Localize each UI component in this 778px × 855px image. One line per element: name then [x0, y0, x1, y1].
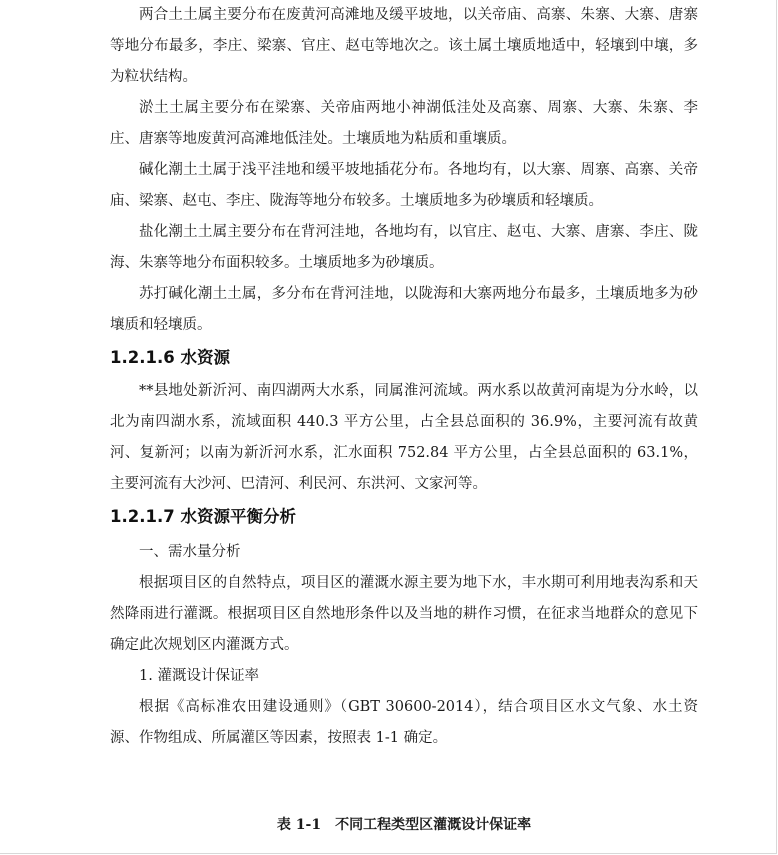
subheading-irrigation-guarantee: 1. 灌溉设计保证率	[139, 668, 259, 684]
paragraph-water-systems: **县地处新沂河、南四湖两大水系，同属淮河流域。两水系以故黄河南堤为分水岭，以北为南四湖水系，流域面积 440.3 平方公里，占全县总面积的 36.9%，主要河流有故黄河、复新河；以南为新沂河水系，汇水面积 752.84 平方公里，占全县总面积的 63.1%，主要河流有大沙河、巴清河、利民河、东洪河、文家河等。	[110, 383, 698, 492]
paragraph-liangheitu: 两合土土属主要分布在废黄河高滩地及缓平坡地，以关帝庙、高寨、朱寨、大寨、唐寨等地分布最多，李庄、梁寨、官庄、赵屯等地次之。该土属土壤质地适中，轻壤到中壤，多为粒状结构。	[110, 7, 698, 85]
table-caption	[110, 813, 698, 837]
table-caption-title: 不同工程类型区灌溉设计保证率	[335, 817, 532, 833]
paragraph-suda-jianhua-chaotu: 苏打碱化潮土土属，多分布在背河洼地，以陇海和大寨两地分布最多，土壤质地多为砂壤质和轻壤质。	[110, 286, 698, 333]
paragraph-standard-reference: 根据《高标准农田建设通则》（GBT 30600-2014），结合项目区水文气象、水土资源、作物组成、所属灌区等因素，按照表 1-1 确定。	[110, 699, 698, 746]
paragraph-yutu: 淤土土属主要分布在梁寨、关帝庙两地小神湖低洼处及高寨、周寨、大寨、朱寨、李庄、唐寨等地废黄河高滩地低洼处。土壤质地为粘质和重壤质。	[110, 100, 698, 147]
paragraph-irrigation-source: 根据项目区的自然特点，项目区的灌溉水源主要为地下水，丰水期可利用地表沟系和天然降雨进行灌溉。根据项目区自然地形条件以及当地的耕作习惯，在征求当地群众的意见下确定此次规划区内灌溉方式。	[110, 575, 698, 653]
paragraph-yanhua-chaotu: 盐化潮土土属主要分布在背河洼地，各地均有，以官庄、赵屯、大寨、唐寨、李庄、陇海、朱寨等地分布面积较多。土壤质地多为砂壤质。	[110, 224, 698, 271]
table-caption-number: 表 1-1	[276, 817, 322, 833]
section-heading-water-resources: 1.2.1.6 水资源	[110, 348, 230, 367]
subheading-water-demand: 一、需水量分析	[139, 544, 241, 560]
paragraph-jianhua-chaotu: 碱化潮土土属于浅平洼地和缓平坡地插花分布。各地均有，以大寨、周寨、高寨、关帝庙、梁寨、赵屯、李庄、陇海等地分布较多。土壤质地多为砂壤质和轻壤质。	[110, 162, 698, 209]
section-heading-water-balance: 1.2.1.7 水资源平衡分析	[110, 507, 296, 526]
